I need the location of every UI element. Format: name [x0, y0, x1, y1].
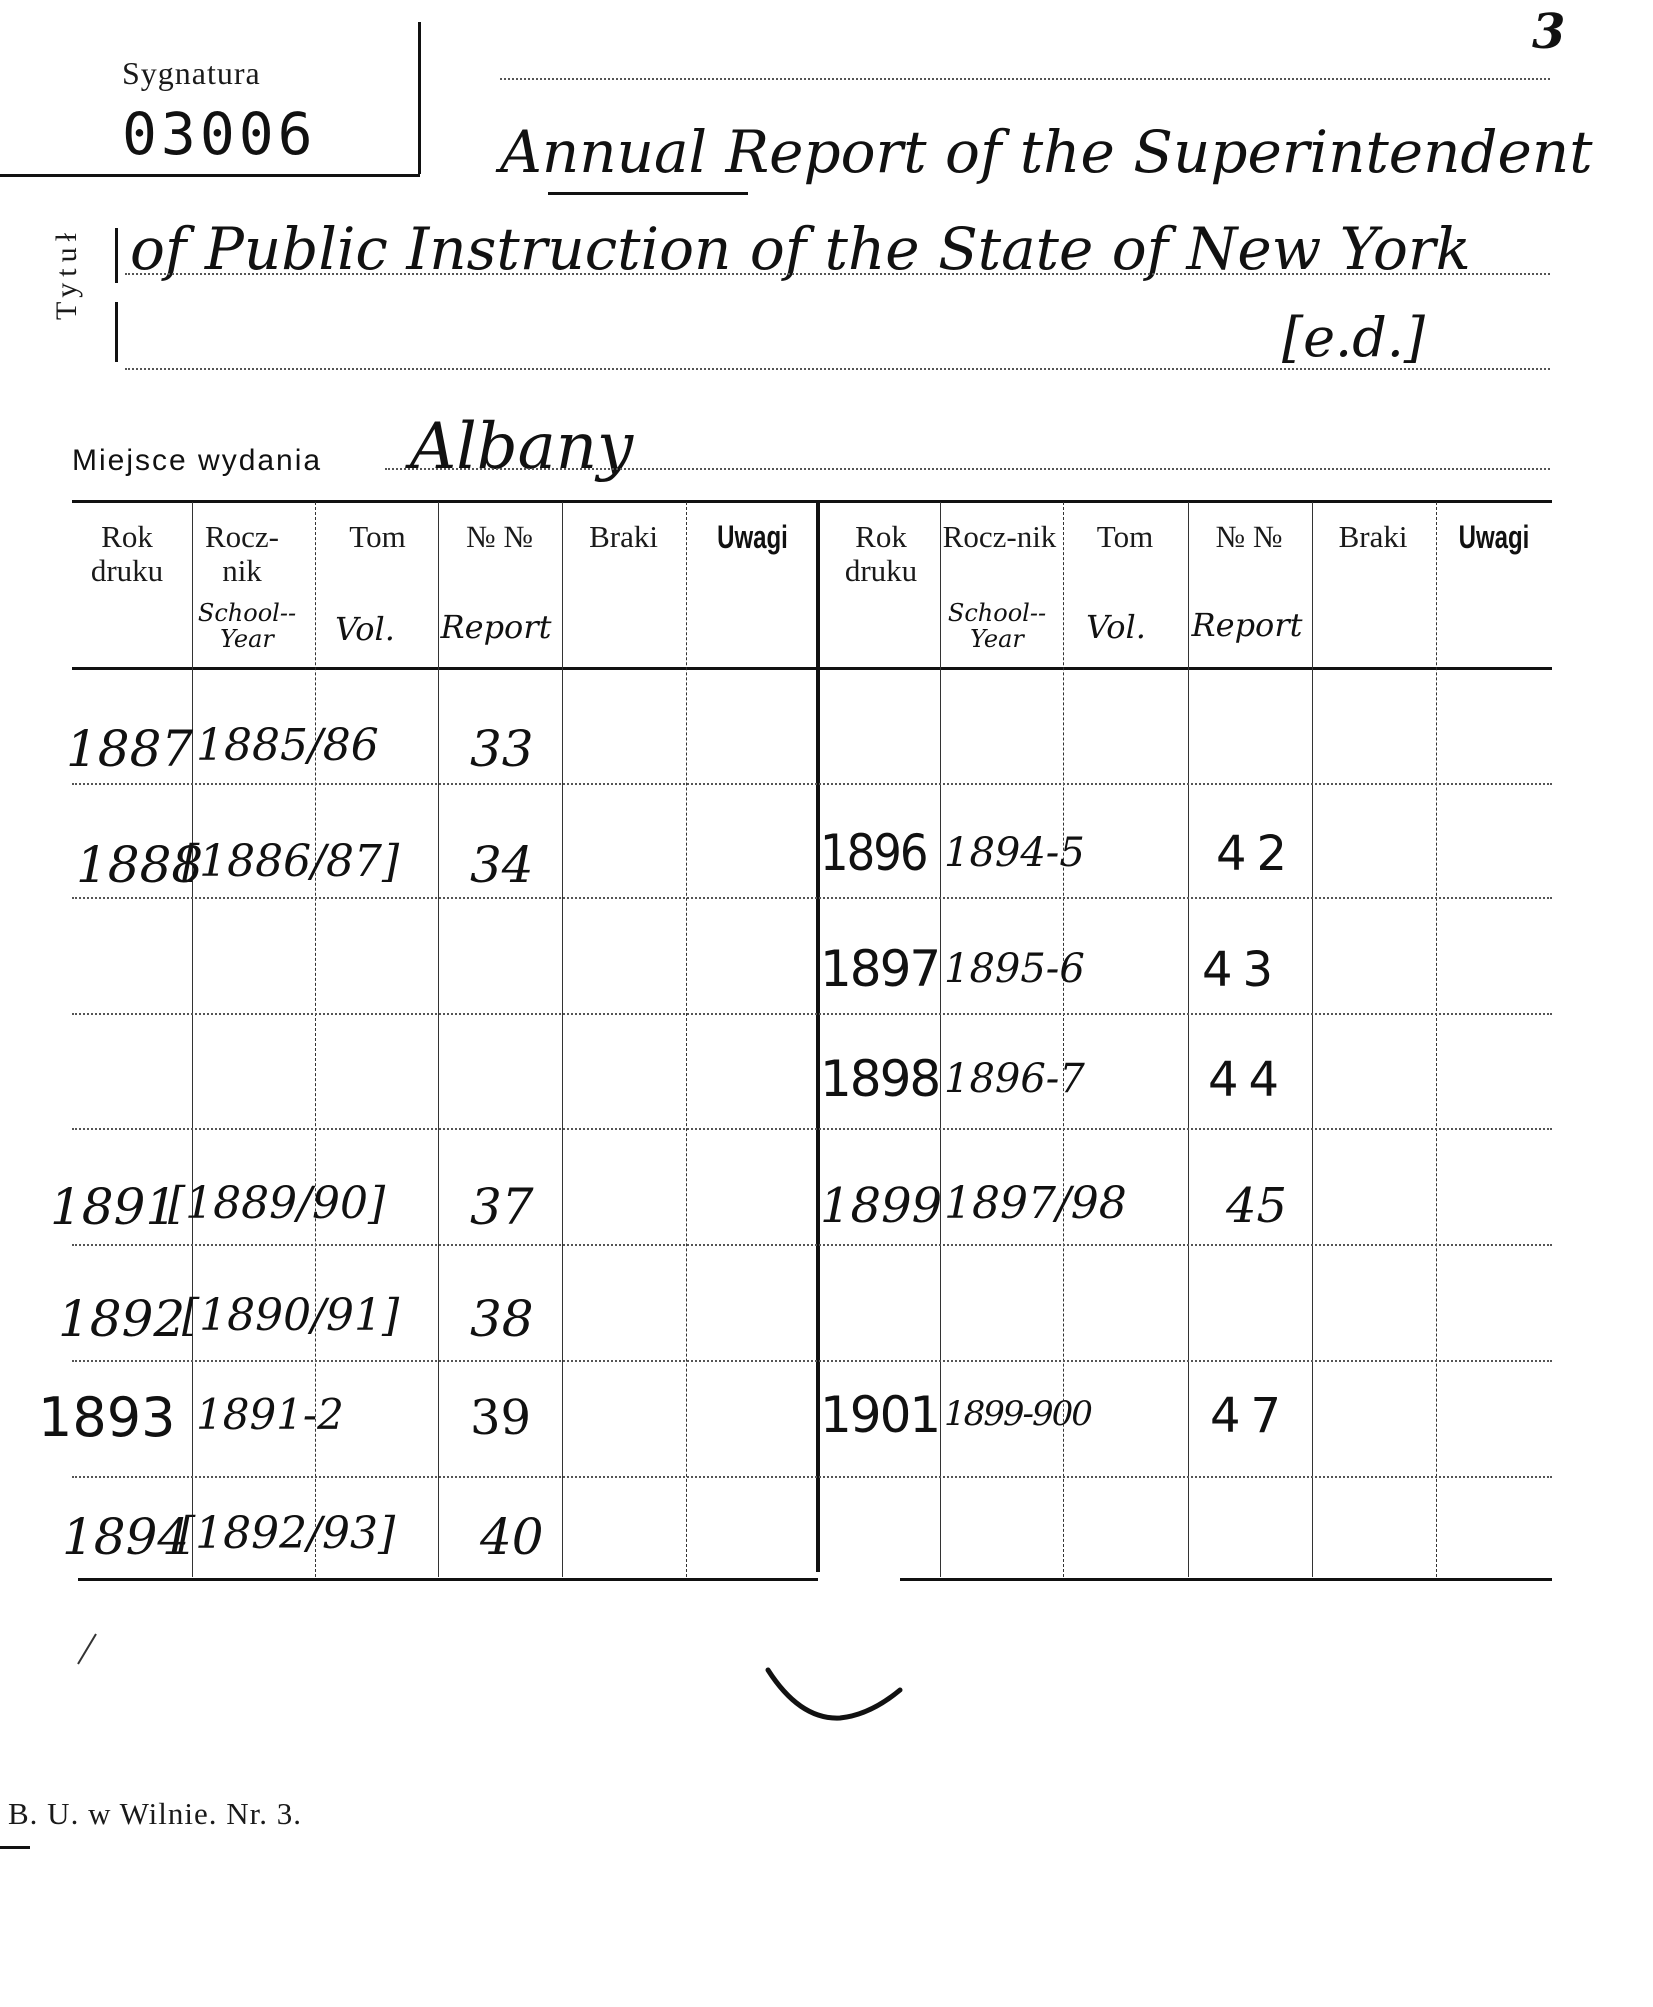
place-dotted-line	[385, 468, 1550, 470]
left-row-5-rocznik: [1889/90]	[168, 1178, 386, 1229]
header-tom-hand-left: Vol.	[335, 610, 395, 648]
header-braki-left: Braki	[589, 519, 658, 554]
title-line-3-dotted	[125, 368, 1550, 370]
right-row-3-rok: 1897	[820, 940, 940, 998]
footer-text: B. U. w Wilnie. Nr. 3.	[8, 1796, 303, 1831]
left-row-8-nr: 40	[480, 1508, 544, 1566]
left-row-1-rok: 1887	[66, 720, 194, 778]
right-row-4-rok: 1898	[820, 1050, 940, 1108]
footer-underline	[0, 1846, 30, 1849]
col-sep-r4	[1312, 502, 1313, 1577]
left-row-8-rok: 1894	[62, 1508, 190, 1566]
header-rocznik-right: Rocz-nik	[942, 519, 1057, 554]
left-row-6-rocznik: [1890/91]	[182, 1290, 400, 1341]
table-header-rule	[72, 667, 1552, 670]
col-sep-l4	[562, 502, 563, 1577]
header-braki-right: Braki	[1338, 519, 1408, 554]
col-sep-r5	[1436, 502, 1437, 1577]
left-row-6-rok: 1892	[58, 1290, 186, 1348]
right-row-2-rok: 1896	[820, 824, 927, 882]
right-row-4-nr: 44	[1208, 1052, 1290, 1108]
place-label: Miejsce wydania	[72, 444, 323, 477]
left-row-2-nr: 34	[470, 836, 534, 894]
left-row-5-nr: 37	[470, 1178, 534, 1236]
col-sep-r1	[940, 502, 941, 1577]
right-row-3-nr: 43	[1202, 942, 1284, 998]
right-row-7-nr: 47	[1210, 1388, 1292, 1444]
left-row-8-rocznik: [1892/93]	[178, 1508, 396, 1559]
right-row-7-rocznik: 1899-900	[944, 1394, 1091, 1434]
title-top-dotted-line	[500, 78, 1550, 80]
table-bottom-rule-left	[78, 1578, 818, 1581]
header-tom-left: Tom	[349, 519, 406, 554]
row-rule-7	[72, 1476, 1552, 1478]
title-line-3: [e.d.]	[1282, 306, 1425, 369]
header-rocznik-hand-left: School--Year	[197, 599, 297, 653]
right-row-2-nr: 42	[1216, 826, 1298, 882]
header-rok-druku-right: Rok druku	[844, 519, 918, 588]
right-row-5-rok: 1899	[820, 1178, 943, 1234]
header-numbers-left: № №	[466, 519, 533, 554]
col-sep-l3	[438, 502, 439, 1577]
header-numbers-right: № №	[1215, 519, 1283, 554]
left-row-2-rok: 1888	[76, 836, 204, 894]
signature-box-bottom-border	[0, 174, 420, 177]
left-row-5-rok: 1891	[50, 1178, 178, 1236]
header-tom-hand-right: Vol.	[1086, 608, 1146, 646]
header-tom-right: Tom	[1096, 519, 1154, 554]
page-number: 3	[1532, 4, 1566, 60]
header-uwagi-right: Uwagi	[1458, 519, 1530, 555]
col-sep-l1	[192, 502, 193, 1577]
pen-flourish	[760, 1660, 910, 1740]
title-underline-accent	[548, 192, 748, 195]
title-side-label: Tytuł	[50, 227, 83, 320]
left-row-2-rocznik: [1886/87]	[182, 836, 400, 887]
header-numbers-hand-right: Report	[1191, 606, 1303, 644]
place-value: Albany	[410, 410, 634, 484]
left-row-1-nr: 33	[470, 720, 534, 778]
header-numbers-hand-left: Report	[440, 608, 552, 646]
right-row-4-rocznik: 1896-7	[944, 1056, 1085, 1102]
title-side-bar-1	[115, 228, 118, 283]
right-row-5-rocznik: 1897/98	[944, 1178, 1127, 1229]
row-rule-3	[72, 1013, 1552, 1015]
header-rok-druku-left: Rok druku	[90, 519, 164, 588]
right-row-3-rocznik: 1895-6	[944, 946, 1085, 992]
left-row-7-rocznik: 1891-2	[196, 1390, 344, 1439]
col-sep-l5	[686, 502, 687, 1577]
left-row-6-nr: 38	[470, 1290, 534, 1348]
right-row-7-rok: 1901	[820, 1386, 940, 1444]
row-rule-2	[72, 897, 1552, 899]
signature-label: Sygnatura	[122, 55, 261, 91]
header-rocznik-hand-right: School--Year	[947, 599, 1047, 653]
left-row-1-rocznik: 1885/86	[196, 720, 379, 771]
left-row-7-rok: 1893	[38, 1386, 176, 1449]
title-line-1: Annual Report of the Superintendent	[500, 118, 1593, 186]
header-uwagi-left: Uwagi	[717, 519, 788, 555]
right-row-5-nr: 45	[1226, 1178, 1288, 1234]
col-sep-r3	[1188, 502, 1189, 1577]
signature-box-right-border	[418, 22, 421, 174]
row-rule-4	[72, 1128, 1552, 1130]
signature-value: 03006	[122, 100, 317, 168]
row-rule-5	[72, 1244, 1552, 1246]
right-row-2-rocznik: 1894-5	[944, 830, 1085, 876]
table-bottom-rule-right	[900, 1578, 1552, 1581]
row-rule-1	[72, 783, 1552, 785]
left-row-7-nr: 39	[470, 1390, 532, 1446]
title-side-bar-2	[115, 302, 118, 362]
header-rocznik-left: Rocz-nik	[204, 519, 280, 588]
title-line-2: of Public Instruction of the State of New York	[130, 215, 1471, 283]
table-top-rule	[72, 500, 1552, 503]
pen-tick-left	[72, 1630, 102, 1670]
row-rule-6	[72, 1360, 1552, 1362]
title-line-2-dotted	[125, 273, 1550, 275]
